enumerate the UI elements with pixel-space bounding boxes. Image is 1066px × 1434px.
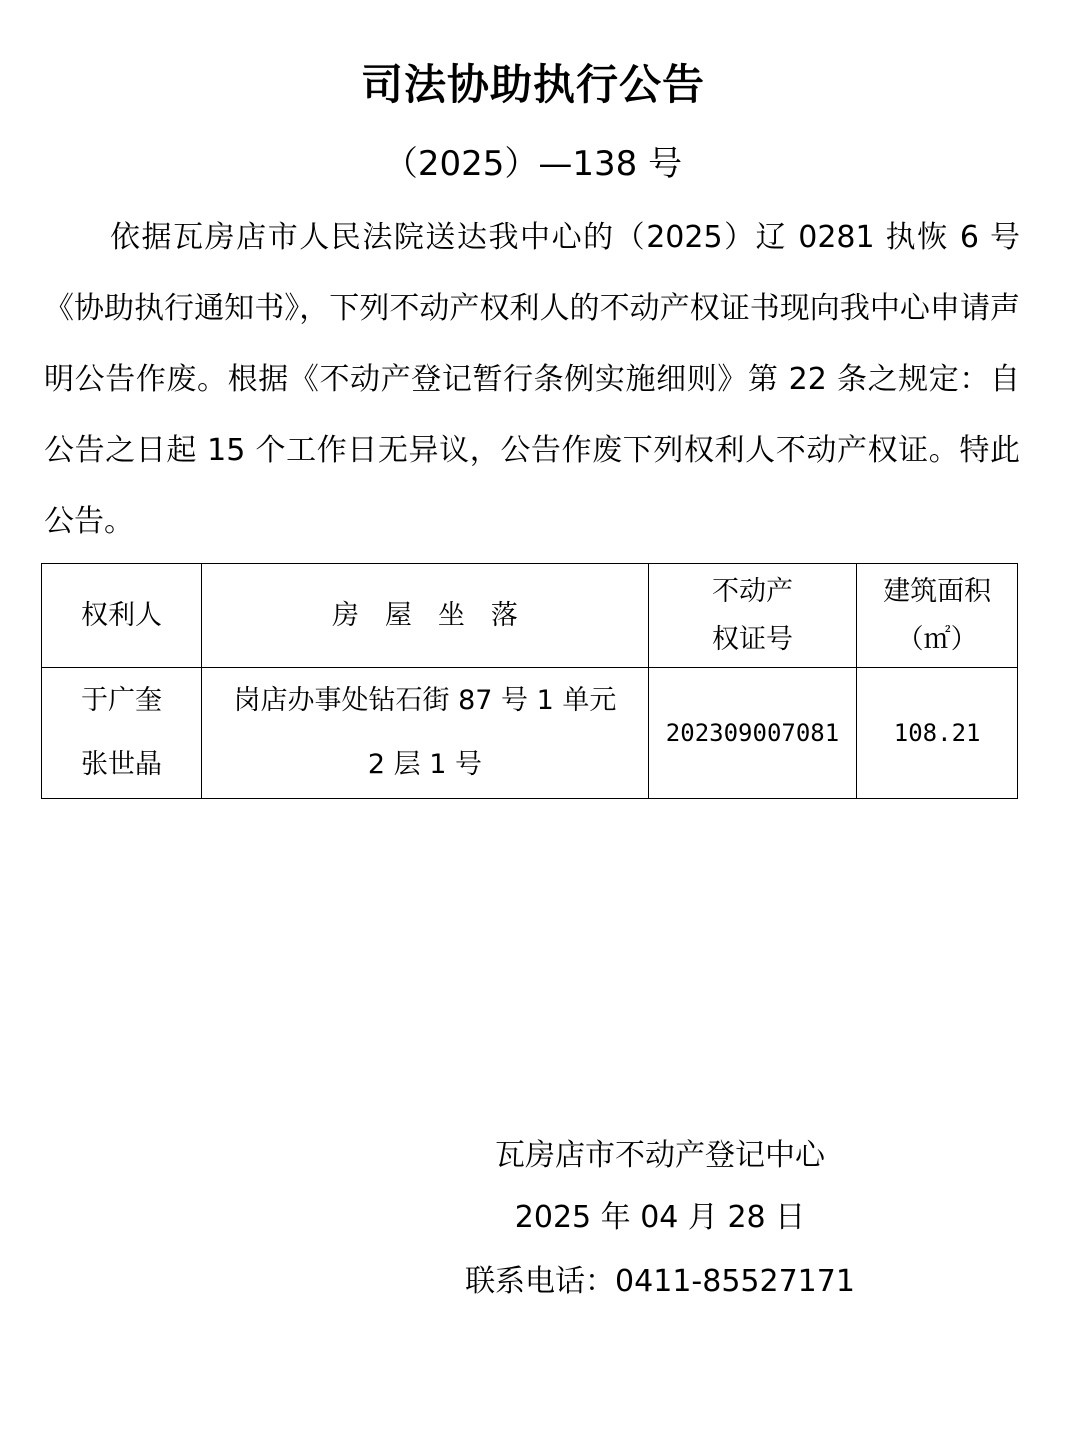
area-cell: 108.21: [857, 668, 1018, 799]
header-area-line2: （㎡）: [896, 623, 978, 655]
table-header-row: [42, 564, 1018, 668]
header-area-line1: 建筑面积: [883, 575, 992, 607]
address-cell: [202, 668, 649, 799]
notice-body: 依据瓦房店市人民法院送达我中心的（2025）辽 0281 执恢 6 号《协助执行通知书》，下列不动产权利人的不动产权证书现向我中心申请声明公告作废。根据《不动产登记暂行条例实施细则》第 22 条之规定：自公告之日起 15 个工作日无异议，公告作废下列权利人不动产权证。特此公告。: [44, 220, 1020, 539]
owner-name-1: 于广奎: [81, 685, 163, 716]
contact-phone: 联系电话：0411-85527171: [465, 1264, 855, 1299]
header-area: [857, 564, 1018, 668]
address-line-2: 2 层 1 号: [367, 749, 482, 780]
table-row: [42, 668, 1018, 799]
header-cert-no: [648, 564, 856, 668]
header-address: 房屋坐落: [202, 564, 649, 668]
property-table: [41, 563, 1018, 799]
address-line-1: 岗店办事处钻石街 87 号 1 单元: [233, 685, 617, 716]
notice-number: （2025）—138 号: [383, 144, 683, 184]
header-owner: 权利人: [42, 564, 202, 668]
owner-name-2: 张世晶: [81, 749, 163, 780]
notice-title: 司法协助执行公告: [360, 60, 705, 109]
header-cert-line1: 不动产: [712, 575, 793, 607]
owner-cell: [42, 668, 202, 799]
issue-date: 2025 年 04 月 28 日: [514, 1200, 806, 1235]
issuing-organization: 瓦房店市不动产登记中心: [495, 1138, 825, 1173]
header-cert-line2: 权证号: [712, 623, 793, 655]
cert-no-cell: 202309007081: [648, 668, 856, 799]
